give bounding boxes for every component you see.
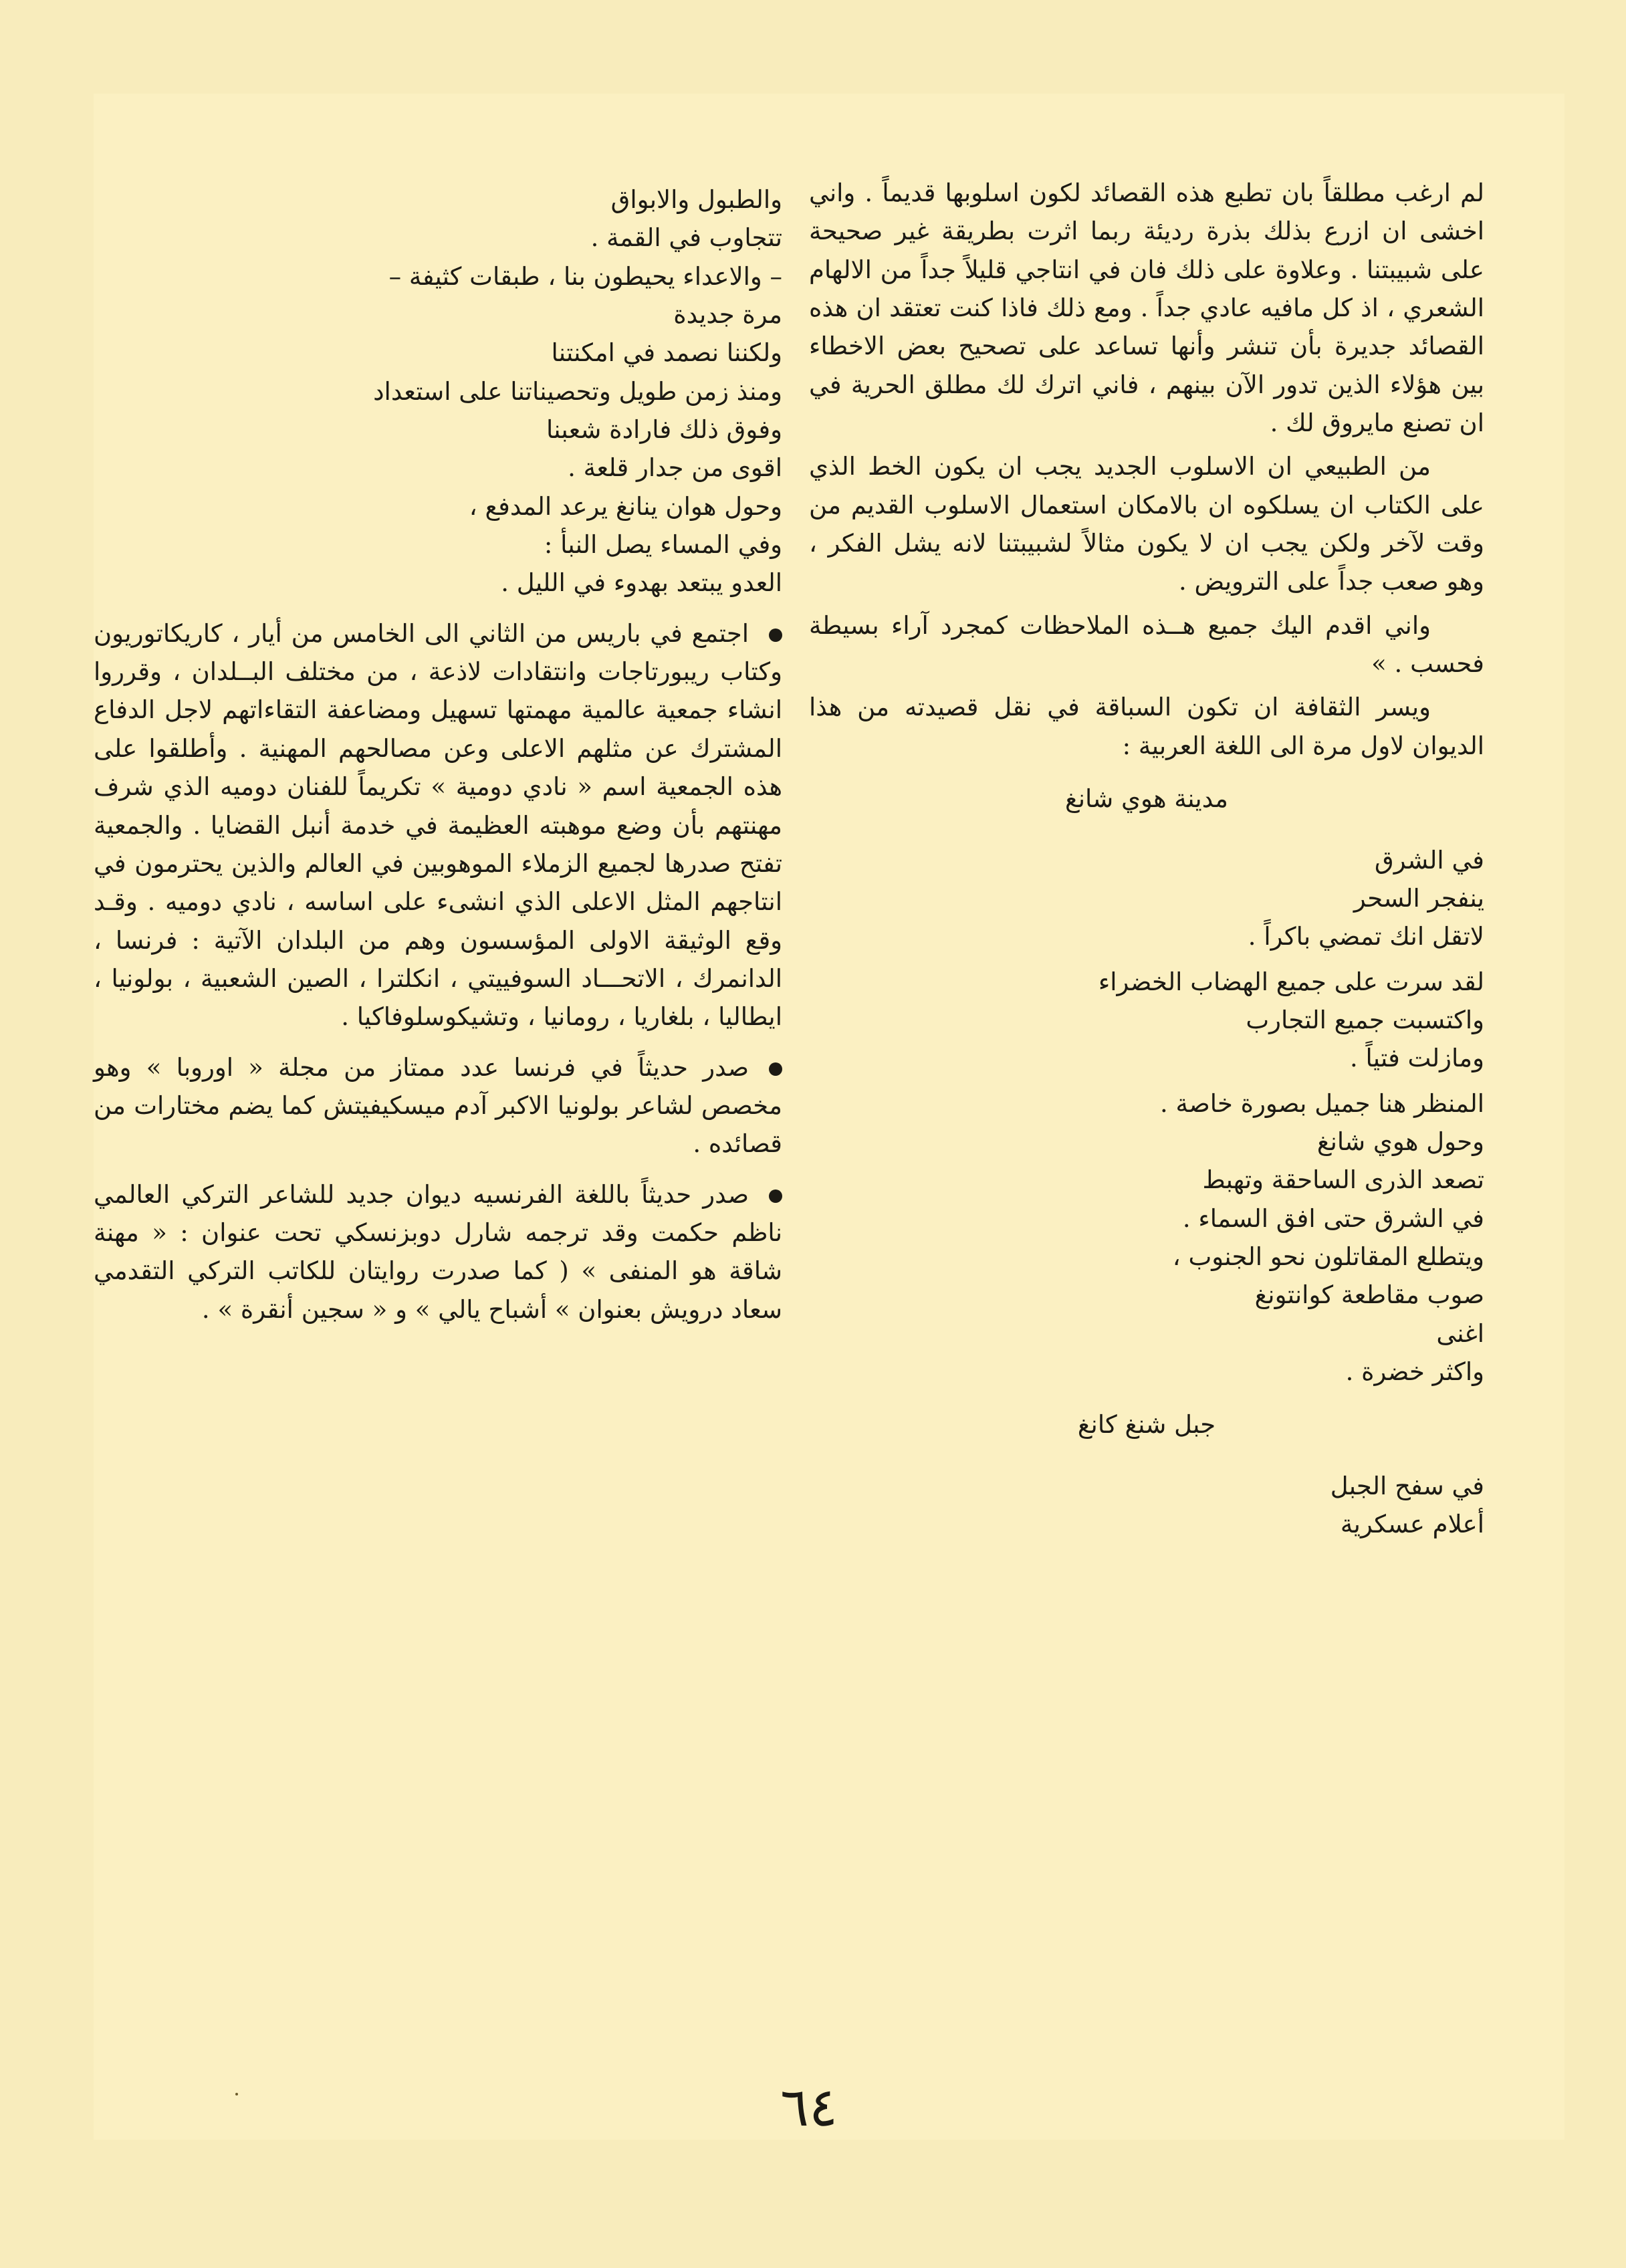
poem-line: ومنذ زمن طويل وتحصيناتنا على استعداد <box>373 376 782 406</box>
poem-continuation <box>94 181 782 602</box>
poem-title: مدينة هوي شانغ <box>1065 784 1228 814</box>
poem-line: وحول هوان ينانغ يرعد المدفع ، <box>469 491 782 521</box>
poem-stanza <box>809 841 1484 956</box>
poem-line: ينفجر السحر <box>1353 883 1484 913</box>
poem-stanza <box>809 1467 1484 1544</box>
paragraph: ويسر الثقافة ان تكون السباقة في نقل قصيدته من هذا الديوان لاول مرة الى اللغة العربية : <box>809 693 1484 760</box>
news-item <box>94 1048 782 1163</box>
news-item <box>94 1175 782 1329</box>
right-column <box>809 94 1484 1550</box>
poem-line: والطبول والابواق <box>610 185 782 214</box>
poem-line: العدو يبتعد بهدوء في الليل . <box>501 568 782 598</box>
poem-line: اغنى <box>1436 1319 1484 1348</box>
poem-line: تتجاوب في القمة . <box>590 223 782 253</box>
poem-line: لقد سرت على جميع الهضاب الخضراء <box>1098 967 1484 996</box>
poem-line: مرة جديدة <box>673 300 782 330</box>
poem-stanza <box>809 963 1484 1078</box>
poem-line: وفي المساء يصل النبأ : <box>544 530 782 560</box>
poem-stanza <box>809 1085 1484 1391</box>
paragraph: واني اقدم اليك جميع هــذه الملاحظات كمجرد آراء بسيطة فحسب . » <box>809 610 1484 679</box>
poem-line: المنظر هنا جميل بصورة خاصة . <box>1160 1089 1484 1118</box>
bullet-icon <box>769 1062 782 1076</box>
poem-line: اقوى من جدار قلعة . <box>568 453 782 483</box>
poem-line: وفوق ذلك فارادة شعبنا <box>546 415 782 445</box>
page-number: ٦٤ <box>780 2076 838 2138</box>
poem-line: لاتقل انك تمضي باكراً . <box>1248 922 1484 951</box>
left-column <box>94 94 782 1333</box>
bullet-icon <box>769 629 782 642</box>
news-text: صدر حديثاً في فرنسا عدد ممتاز من مجلة « اوروبا » وهو مخصص لشاعر بولونيا الاكبر آدم ميسكيفيتش كما يضم مختارات من قصائده . <box>94 1052 782 1159</box>
news-text: اجتمع في باريس من الثاني الى الخامس من أيار ، كاريكاتوريون وكتاب ريبورتاجات وانتقادات لاذعة ، من مختلف البــلدان ، وقرروا انشاء جمعية عالمية مهمتها تسهيل ومضاعفة التقاءاتهم لاجل الدفاع المشترك عن مثلهم الاعلى وعن مصالحهم المهنية . وأطلقوا على هذه الجمعية اسم « نادي دومية » تكريماً للفنان دوميه الذي شرف مهنتهم بأن وضع موهبته العظيمة في خدمة أنبل القضايا . والجمعية تفتح صدرها لجميع الزملاء الموهوبين في العالم والذين يحترمون في انتاجهم المثل الاعلى الذي انشىء على اساسه ، نادي دوميه . وقـد وقع الوثيقة الاولى المؤسسون وهم من البلدان الآتية : فرنسا ، الدانمرك ، الاتحـــاد السوفييتي ، انكلترا ، الصين الشعبية ، بولونيا ، ايطاليا ، بلغاريا ، رومانيا ، وتشيكوسلوفاكيا . <box>94 618 782 1032</box>
poem-line: ويتطلع المقاتلون نحو الجنوب ، <box>1172 1242 1484 1271</box>
news-text: صدر حديثاً باللغة الفرنسيه ديوان جديد للشاعر التركي العالمي ناظم حكمت وقد ترجمه شارل دوبزنسكي تحت عنوان : « مهنة شاقة هو المنفى » ( كما صدرت روايتان للكاتب التركي التقدمي سعاد درويش بعنوان » أشباح يالي » و « سجين أنقرة » . <box>94 1179 782 1324</box>
poem-line: واكتسبت جميع التجارب <box>1246 1005 1484 1034</box>
poem-line: ولكننا نصمد في امكنتنا <box>551 338 782 368</box>
poem-line: تصعد الذرى الساحقة وتهبط <box>1202 1165 1484 1195</box>
poem-line: وحول هوي شانغ <box>1316 1127 1484 1156</box>
poem-line: واكثر خضرة . <box>1345 1357 1484 1386</box>
poem-title: جبل شنغ كانغ <box>1077 1410 1216 1440</box>
poem-line: – والاعداء يحيطون بنا ، طبقات كثيفة – <box>388 261 782 291</box>
paper-speck <box>235 2093 238 2095</box>
poem-line: في الشرق حتى افق السماء . <box>1182 1204 1484 1233</box>
bullet-icon <box>769 1189 782 1203</box>
poem-line: في سفح الجبل <box>1330 1471 1484 1500</box>
news-item <box>94 614 782 1036</box>
poem-line: في الشرق <box>1375 845 1484 875</box>
page-content <box>94 94 1564 2140</box>
poem-line: أعلام عسكرية <box>1340 1510 1484 1539</box>
poem-line: صوب مقاطعة كوانتونغ <box>1254 1280 1484 1310</box>
paragraph: لم ارغب مطلقاً بان تطبع هذه القصائد لكون اسلوبها قديماً . واني اخشى ان ازرع بذلك بذرة رديئة ربما اثرت بطريقة غير صحيحة على شبيبتنا . وعلاوة على ذلك فان في انتاجي قليلاً جداً من الالهام الشعري ، اذ كل مافيه عادي جداً . ومع ذلك فاذا كنت تعتقد ان هذه القصائد جديرة بأن تنشر وأنها تساعد على تصحيح بعض الاخطاء بين هؤلاء الذين تدور الآن بينهم ، فاني اترك لك مطلق الحرية في ان تصنع مايروق لك . <box>809 179 1484 438</box>
paragraph: من الطبيعي ان الاسلوب الجديد يجب ان يكون الخط الذي على الكتاب ان يسلكوه ان بالامكان استعمال الاسلوب القديم من وقت لآخر ولكن يجب ان لا يكون مثالاً لشبيبتنا لانه يشل الفكر ، وهو صعب جداً على الترويض . <box>809 452 1484 596</box>
poem-line: ومازلت فتياً . <box>1349 1044 1484 1073</box>
